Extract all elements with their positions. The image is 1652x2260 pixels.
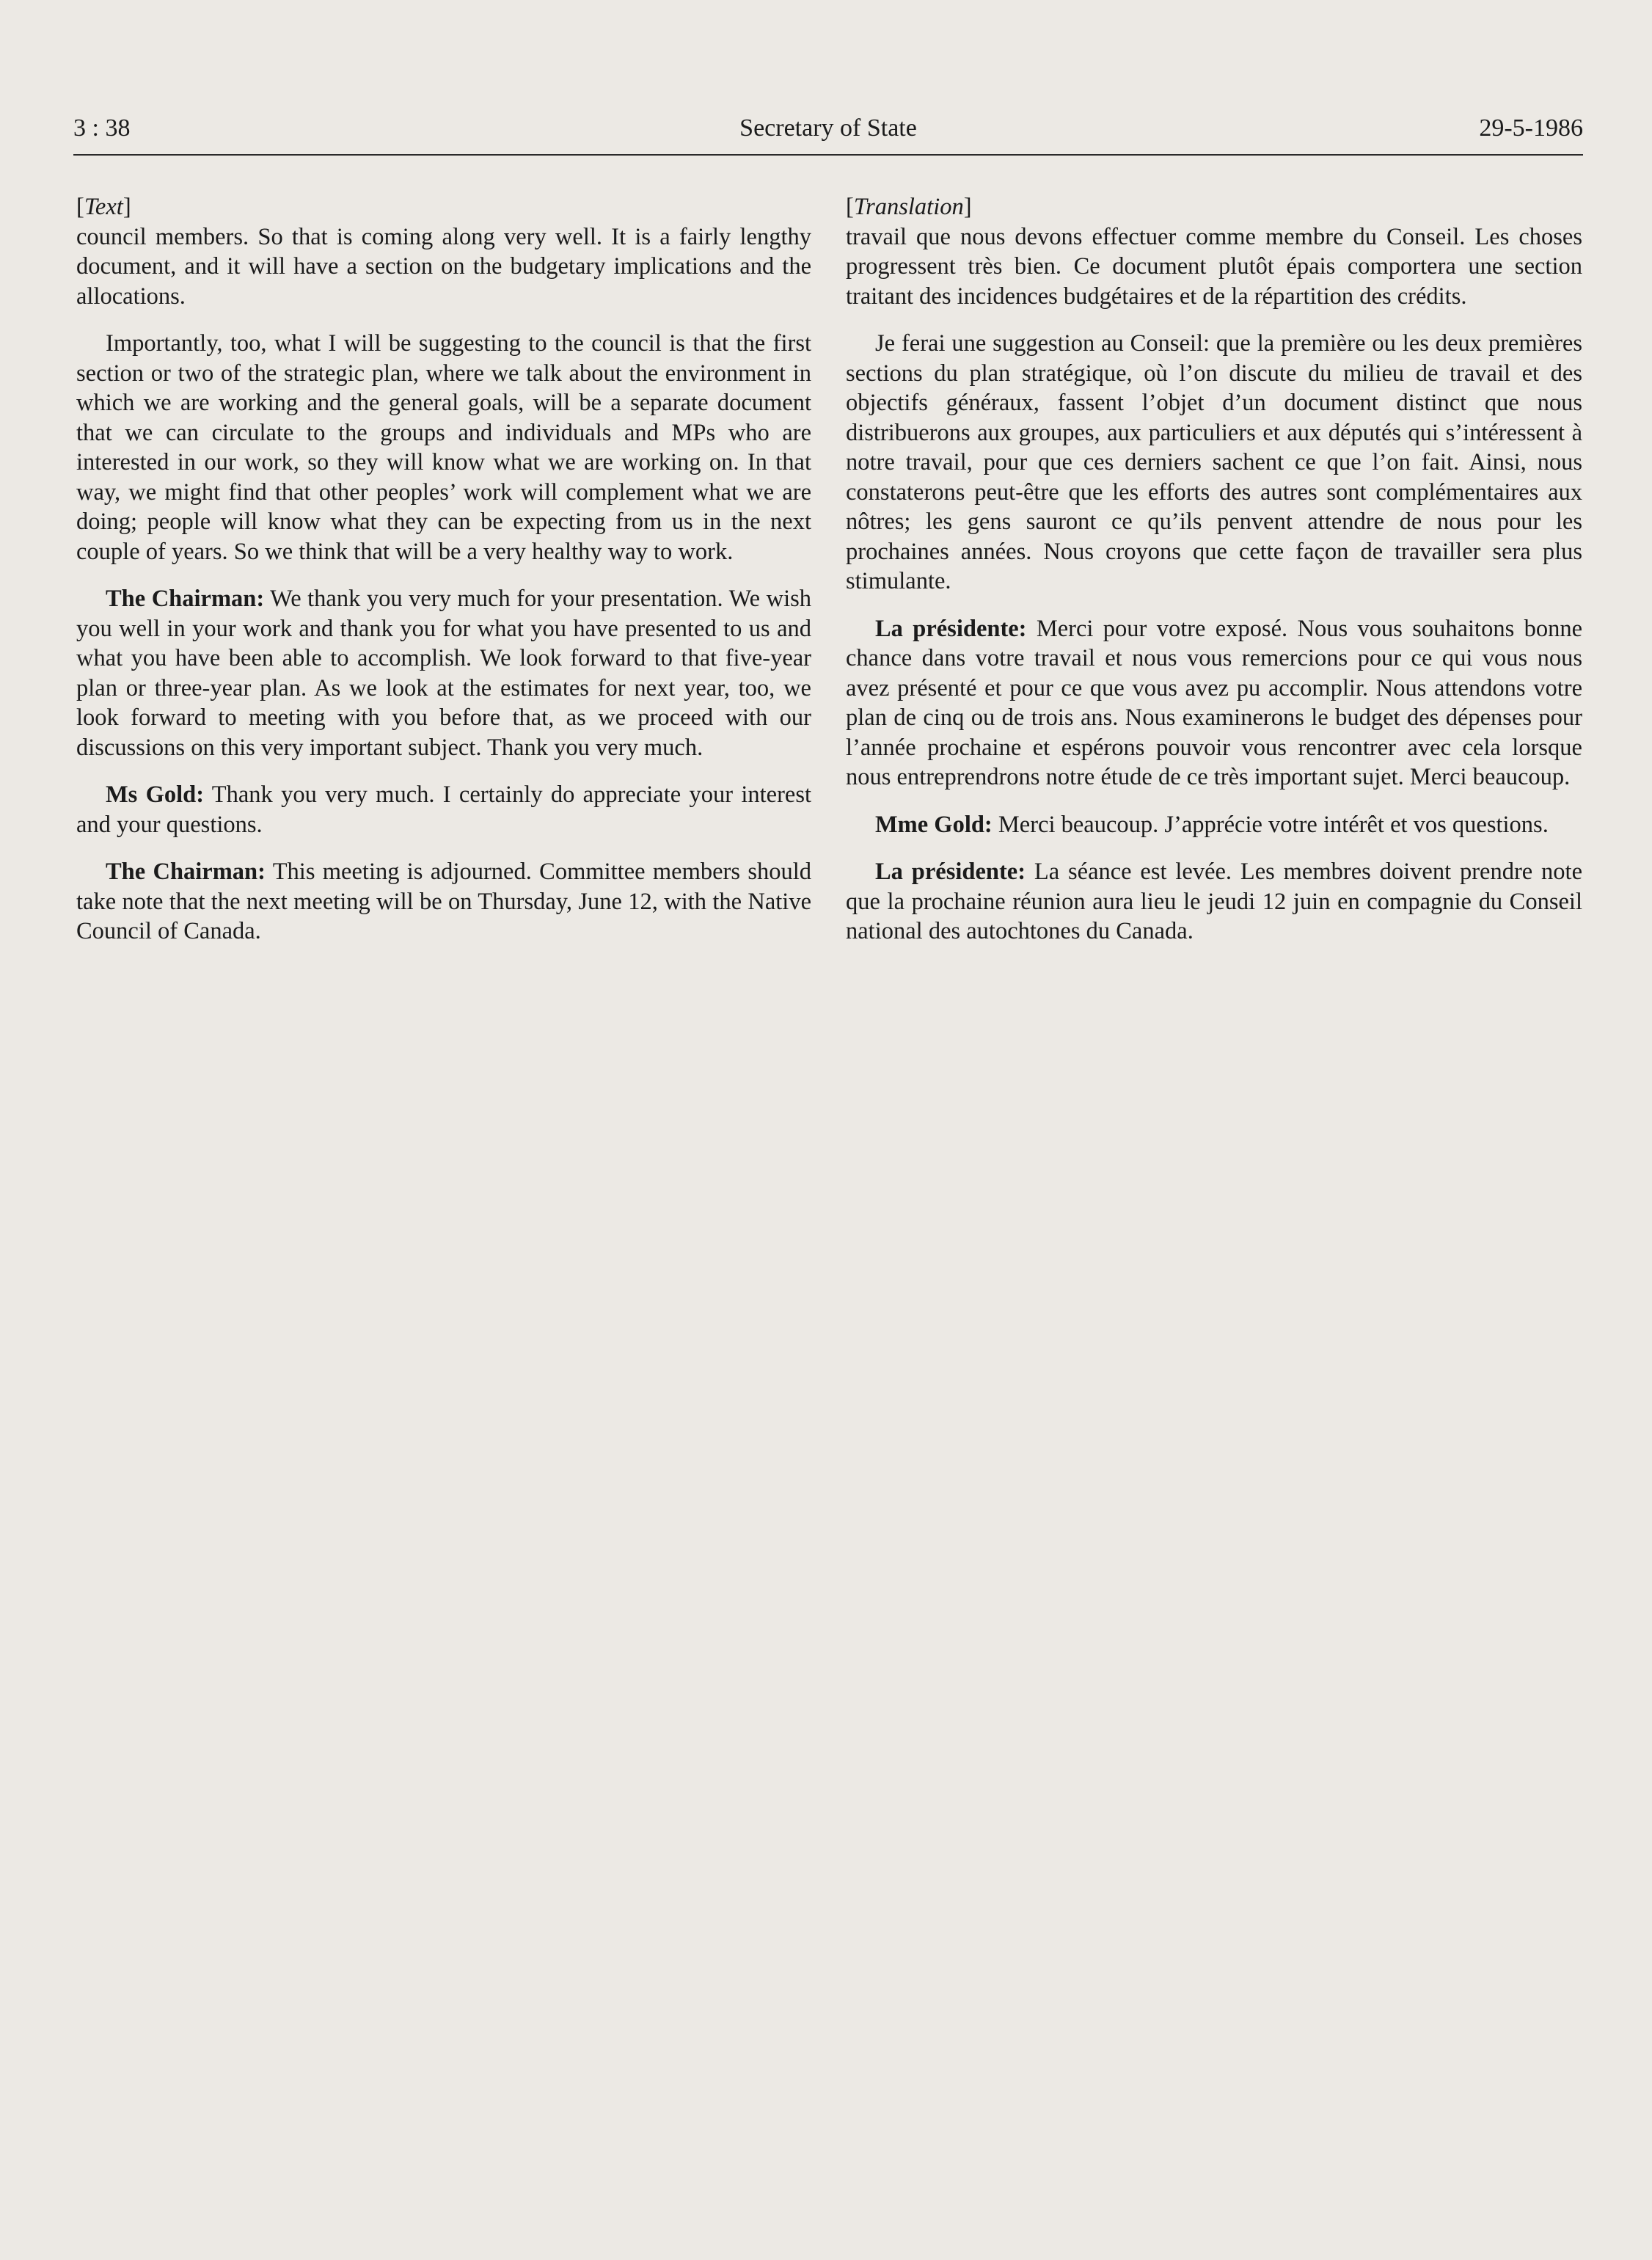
paragraph: council members. So that is coming along very well. It is a fairly lengthy document, and it will have a section on the budgetary implications and the allocations. (76, 223, 811, 310)
english-column (76, 192, 811, 964)
page-number: 3 : 38 (73, 114, 131, 142)
speech-chairman-adjourn: The Chairman: This meeting is adjourned. Committee members should take note that the next meeting will be on Thursday, June 12, with the Native Council of Canada. (76, 859, 811, 944)
speech-chairman: The Chairman: We thank you very much for your presentation. We wish you well in your work and thank you for what you have presented to us and what you have been able to accomplish. We look forward to that five-year plan or three-year plan. As we look at the estimates for next year, too, we look forward to meeting with you before that, as we proceed with our discussions on this very important subject. Thank you very much. (76, 586, 811, 761)
speaker-name: Mme Gold: (875, 811, 993, 838)
section-label-text: [Text] (76, 194, 131, 220)
page-header (73, 114, 1583, 151)
speech-presidente-adjourn: La présidente: La séance est levée. Les membres doivent prendre note que la prochaine réunion aura lieu le jeudi 12 juin en compagnie du Conseil national des autochtones du Canada. (846, 859, 1582, 944)
speech-ms-gold: Ms Gold: Thank you very much. I certainly do appreciate your interest and your questions. (76, 781, 811, 838)
speech-mme-gold: Mme Gold: Merci beaucoup. J’apprécie votre intérêt et vos questions. (875, 811, 1549, 838)
header-date: 29-5-1986 (1479, 114, 1583, 142)
french-column (846, 192, 1582, 964)
paragraph: Je ferai une suggestion au Conseil: que la première ou les deux premières sections du plan stratégique, où l’on discute du milieu de travail et des objectifs généraux, fassent l’objet d’un document distinct que nous distribuerons aux groupes, aux particuliers et aux députés qui s’intéressent à notre travail, pour que ces derniers sachent ce que l’on fait. Ainsi, nous constaterons peut-être que les efforts des autres sont complémentaires aux nôtres; les gens sauront ce qu’ils penvent attendre de nous pour les prochaines années. Nous croyons que cette façon de travailler sera plus stimulante. (846, 330, 1582, 594)
speaker-name: The Chairman: (106, 586, 265, 612)
speaker-name: La présidente: (875, 615, 1027, 642)
paragraph: travail que nous devons effectuer comme membre du Conseil. Les choses progressent très bien. Ce document plutôt épais comportera une section traitant des incidences budgétaires et de la répartition des crédits. (846, 223, 1582, 310)
running-title: Secretary of State (739, 114, 917, 142)
speaker-name: The Chairman: (106, 859, 266, 885)
header-rule (73, 154, 1583, 156)
section-label-translation: [Translation] (846, 194, 972, 220)
paragraph: Importantly, too, what I will be suggesting to the council is that the first section or two of the strategic plan, where we talk about the environment in which we are working and the general goals, will be a separate document that we can circulate to the groups and individuals and MPs who are interested in our work, so they will know what we are working on. In that way, we might find that other peoples’ work will complement what we are doing; people will know what they can be expecting from us in the next couple of years. So we think that will be a very healthy way to work. (76, 330, 811, 565)
speech-presidente: La présidente: Merci pour votre exposé. Nous vous souhaitons bonne chance dans votre travail et nous vous remercions pour ce qui vous nous avez présenté et pour ce que vous avez pu accomplir. Nous attendons votre plan de cinq ou de trois ans. Nous examinerons le budget des dépenses pour l’année prochaine et espérons pouvoir vous rencontrer avec cela lorsque nous entreprendrons notre étude de ce très important sujet. Merci beaucoup. (846, 615, 1582, 790)
speaker-name: La présidente: (875, 859, 1026, 885)
speaker-name: Ms Gold: (106, 781, 205, 808)
